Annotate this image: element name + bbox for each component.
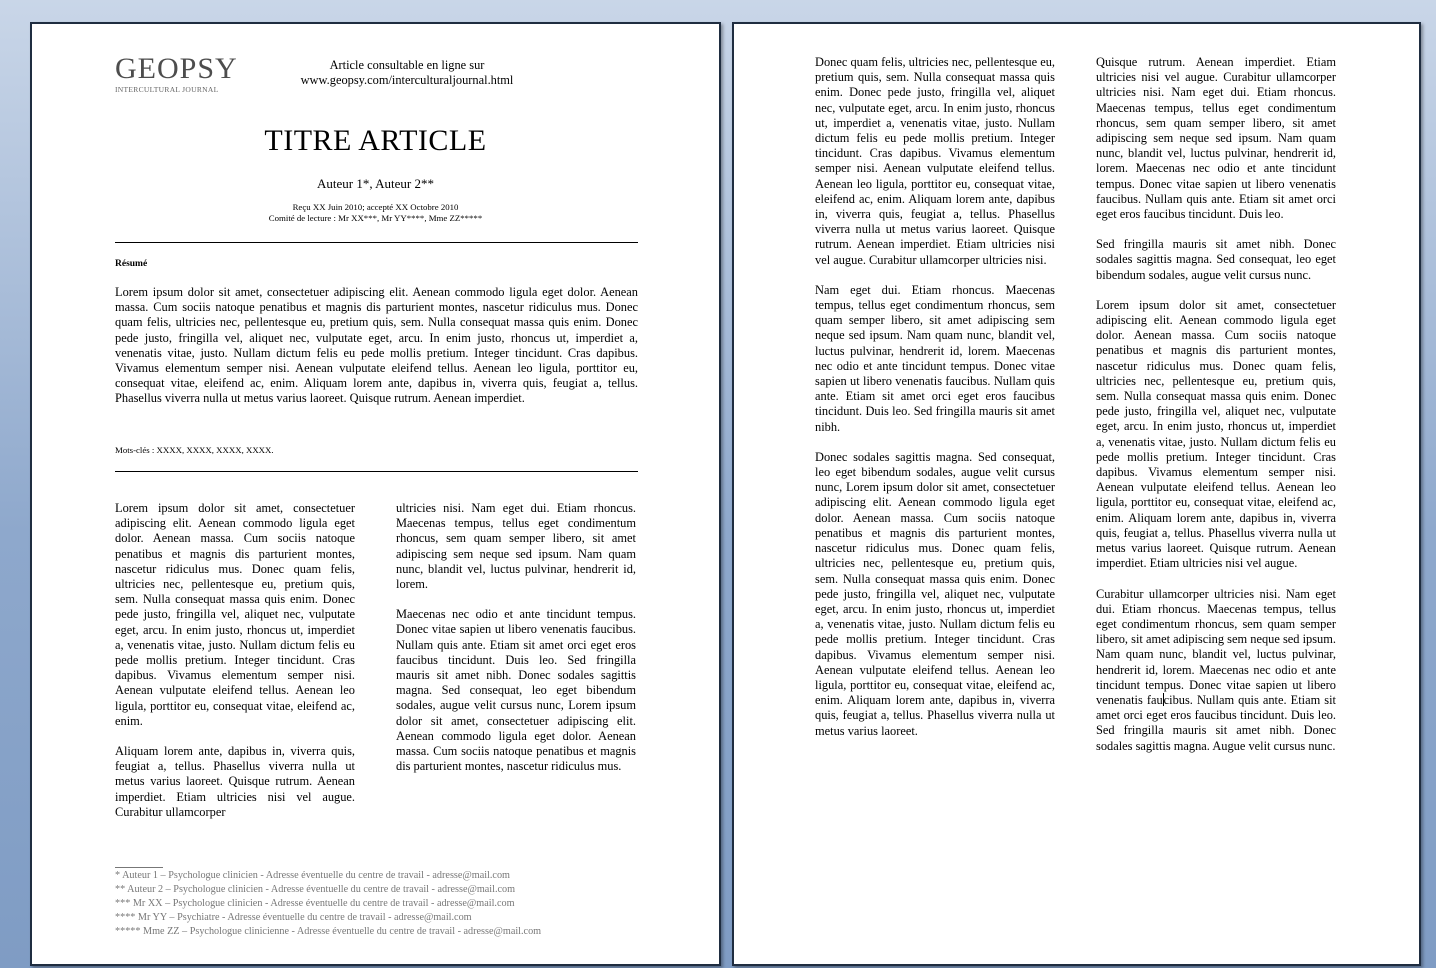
footnote: **** Mr YY – Psychiatre - Adresse éventuelle du centre de travail - adresse@mail.com <box>115 911 472 923</box>
page1-column-left <box>115 501 355 835</box>
footnote: ***** Mme ZZ – Psychologue clinicienne - Adresse éventuelle du centre de travail - adresse@mail.com <box>115 925 542 937</box>
paragraph: Donec sodales sagittis magna. Sed consequat, leo eget bibendum sodales, augue velit cursus nunc, Lorem ipsum dolor sit amet, consectetuer adipiscing elit. Aenean commodo ligula eget dolor. Aenean massa. Cum sociis natoque penatibus et magnis dis parturient montes, nascetur ridiculus mus. Donec quam felis, ultricies nec, pellentesque eu, pretium quis, sem. Nulla consequat massa quis enim. Donec pede justo, fringilla vel, aliquet nec, vulputate eget, arcu. In enim justo, rhoncus ut, imperdiet a, venenatis vitae, justo. Nullam dictum felis eu pede mollis pretium. Integer tincidunt. Cras dapibus. Vivamus elementum semper nisi. Aenean vulputate eleifend tellus. Aenean leo ligula, porttitor eu, consequat vitae, eleifend ac, enim. Aliquam lorem ante, dapibus in, viverra quis, feugiat a, tellus. Phasellus viverra nulla ut metus varius laoreet. <box>815 449 1055 738</box>
article-dates-block <box>32 202 719 224</box>
paragraph: Donec quam felis, ultricies nec, pellentesque eu, pretium quis, sem. Nulla consequat massa quis enim. Donec pede justo, fringilla vel, aliquet nec, vulputate eget, arcu. In enim justo, rhoncus ut, imperdiet a, venenatis vitae, justo. Nullam dictum felis eu pede mollis pretium. Integer tincidunt. Cras dapibus. Vivamus elementum semper nisi. Aenean vulputate eleifend tellus. Aenean leo ligula, porttitor eu, consequat vitae, eleifend ac, enim. Aliquam lorem ante, dapibus in, viverra quis, feugiat a, tellus. Phasellus viverra nulla ut metus varius laoreet. Quisque rutrum. Aenean imperdiet. Etiam ultricies nisi vel augue. Curabitur ullamcorper ultricies nisi. <box>815 55 1055 267</box>
paragraph: Lorem ipsum dolor sit amet, consectetuer adipiscing elit. Aenean commodo ligula eget dolor. Aenean massa. Cum sociis natoque penatibus et magnis dis parturient montes, nascetur ridiculus mus. Donec quam felis, ultricies nec, pellentesque eu, pretium quis, sem. Nulla consequat massa quis enim. Donec pede justo, fringilla vel, aliquet nec, vulputate eget, arcu. In enim justo, rhoncus ut, imperdiet a, venenatis vitae, justo. Nullam dictum felis eu pede mollis pretium. Integer tincidunt. Cras dapibus. Vivamus elementum semper nisi. Aenean vulputate eleifend tellus. Aenean leo ligula, porttitor eu, consequat vitae, eleifend ac, enim. Aliquam lorem ante, dapibus in, viverra quis, feugiat a, tellus. Phasellus viverra nulla ut metus varius laoreet. Quisque rutrum. Aenean imperdiet. Etiam ultricies nisi vel augue. <box>1096 297 1336 571</box>
paragraph: Sed fringilla mauris sit amet nibh. Donec sodales sagittis magna. Sed consequat, leo eget bibendum sodales, augue velit cursus nunc. <box>1096 237 1336 282</box>
geopsy-logo <box>115 54 265 94</box>
paragraph-with-cursor[interactable] <box>1096 587 1336 754</box>
text-before-cursor: Curabitur ullamcorper ultricies nisi. Nam eget dui. Etiam rhoncus. Maecenas tempus, tellus eget condimentum rhoncus, sem quam semper libero, sit amet adipiscing sem neque sed ipsum. Nam quam nunc, blandit vel, luctus pulvinar, hendrerit id, lorem. Maecenas nec odio et ante tincidunt tempus. Donec vitae sapien ut libero venenatis fau <box>1096 586 1336 707</box>
footnote-separator <box>115 867 163 868</box>
resume-heading: Résumé <box>115 259 148 269</box>
document-page-2[interactable] <box>732 22 1421 966</box>
article-authors: Auteur 1*, Auteur 2** <box>317 176 434 191</box>
online-notice-line: Article consultable en ligne sur <box>329 58 485 72</box>
footnote: ** Auteur 2 – Psychologue clinicien - Adresse éventuelle du centre de travail - adresse@mail.com <box>115 883 516 895</box>
logo-subtitle: INTERCULTURAL JOURNAL <box>115 85 219 94</box>
paragraph: Nam eget dui. Etiam rhoncus. Maecenas tempus, tellus eget condimentum rhoncus, sem quam semper libero, sit amet adipiscing sem neque sed ipsum. Nam quam nunc, blandit vel, luctus pulvinar, hendrerit id, lorem. Maecenas nec odio et ante tincidunt tempus. Donec vitae sapien ut libero venenatis faucibus. Nullam quis ante. Etiam sit amet orci eget eros faucibus tincidunt. Duis leo. Sed fringilla mauris sit amet nibh. <box>815 282 1055 434</box>
reading-committee: Comité de lecture : Mr XX***, Mr YY****, Mme ZZ***** <box>268 213 483 223</box>
footnotes <box>115 867 655 939</box>
keywords: Mots-clés : XXXX, XXXX, XXXX, XXXX. <box>115 445 274 455</box>
divider-bottom <box>115 471 638 472</box>
paragraph: Maecenas nec odio et ante tincidunt tempus. Donec vitae sapien ut libero venenatis faucibus. Nullam quis ante. Etiam sit amet orci eget eros faucibus tincidunt. Duis leo. Sed fringilla mauris sit amet nibh. Donec sodales sagittis magna. Sed consequat, leo eget bibendum sodales, augue velit cursus nunc, Lorem ipsum dolor sit amet, consectetuer adipiscing elit. Aenean commodo ligula eget dolor. Aenean massa. Cum sociis natoque penatibus et magnis dis parturient montes, nascetur ridiculus mus. <box>396 607 636 774</box>
article-title: TITRE ARTICLE <box>264 124 487 157</box>
page1-column-right <box>396 501 636 789</box>
article-dates: Reçu XX Juin 2010; accepté XX Octobre 2010 <box>292 202 459 212</box>
divider-top <box>115 242 638 243</box>
online-notice-url: www.geopsy.com/interculturaljournal.html <box>300 73 514 87</box>
text-after-cursor: cibus. Nullam quis ante. Etiam sit amet orci eget eros faucibus tincidunt. Duis leo. Sed fringilla mauris sit amet nibh. Donec sodales sagittis magna. Augue velit cursus nunc. <box>1096 692 1336 753</box>
footnote: * Auteur 1 – Psychologue clinicien - Adresse éventuelle du centre de travail - adresse@mail.com <box>115 870 510 881</box>
page2-column-left <box>815 55 1055 754</box>
footnote: *** Mr XX – Psychologue clinicien - Adresse éventuelle du centre de travail - adresse@mail.com <box>115 897 515 909</box>
page2-column-right <box>1096 55 1336 769</box>
paragraph: ultricies nisi. Nam eget dui. Etiam rhoncus. Maecenas tempus, tellus eget condimentum rhoncus, sem quam semper libero, sit amet adipiscing sem neque sed ipsum. Nam quam nunc, blandit vel, luctus pulvinar, hendrerit id, lorem. <box>396 501 636 592</box>
paragraph: Quisque rutrum. Aenean imperdiet. Etiam ultricies nisi vel augue. Curabitur ullamcorper ultricies nisi. Nam eget dui. Etiam rhoncus. Maecenas tempus, tellus eget condimentum rhoncus, sem quam semper libero, sit amet adipiscing sem neque sed ipsum. Nam quam nunc, blandit vel, luctus pulvinar, hendrerit id, lorem. Maecenas nec odio et ante tincidunt tempus. Donec vitae sapien ut libero venenatis faucibus. Nullam quis ante. Etiam sit amet orci eget eros faucibus tincidunt. Duis leo. <box>1096 55 1336 222</box>
paragraph: Lorem ipsum dolor sit amet, consectetuer adipiscing elit. Aenean commodo ligula eget dolor. Aenean massa. Cum sociis natoque penatibus et magnis dis parturient montes, nascetur ridiculus mus. Donec quam felis, ultricies nec, pellentesque eu, pretium quis, sem. Nulla consequat massa quis enim. Donec pede justo, fringilla vel, aliquet nec, vulputate eget, arcu. In enim justo, rhoncus ut, imperdiet a, venenatis vitae, justo. Nullam dictum felis eu pede mollis pretium. Integer tincidunt. Cras dapibus. Vivamus elementum semper nisi. Aenean vulputate eleifend tellus. Aenean leo ligula, porttitor eu, consequat vitae, eleifend ac, enim. <box>115 501 355 728</box>
paragraph: Aliquam lorem ante, dapibus in, viverra quis, feugiat a, tellus. Phasellus viverra nulla ut metus varius laoreet. Quisque rutrum. Aenean imperdiet. Etiam ultricies nisi vel augue. Curabitur ullamcorper <box>115 744 355 819</box>
document-page-1[interactable] <box>30 22 721 966</box>
online-notice <box>277 58 537 88</box>
resume-text: Lorem ipsum dolor sit amet, consectetuer adipiscing elit. Aenean commodo ligula eget dolor. Aenean massa. Cum sociis natoque penatibus et magnis dis parturient montes, nascetur ridiculus mus. Donec quam felis, ultricies nec, pellentesque eu, pretium quis, sem. Nulla consequat massa quis enim. Donec pede justo, fringilla vel, aliquet nec, vulputate eget, arcu. In enim justo, rhoncus ut, imperdiet a, venenatis vitae, justo. Nullam dictum felis eu pede mollis pretium. Integer tincidunt. Cras dapibus. Vivamus elementum semper nisi. Aenean vulputate eleifend tellus. Aenean leo ligula, porttitor eu, consequat vitae, eleifend ac, enim. Aliquam lorem ante, dapibus in, viverra quis, feugiat a, tellus. Phasellus viverra nulla ut metus varius laoreet. Quisque rutrum. Aenean imperdiet. <box>115 285 638 406</box>
logo-name: GEOPSY <box>115 52 238 85</box>
